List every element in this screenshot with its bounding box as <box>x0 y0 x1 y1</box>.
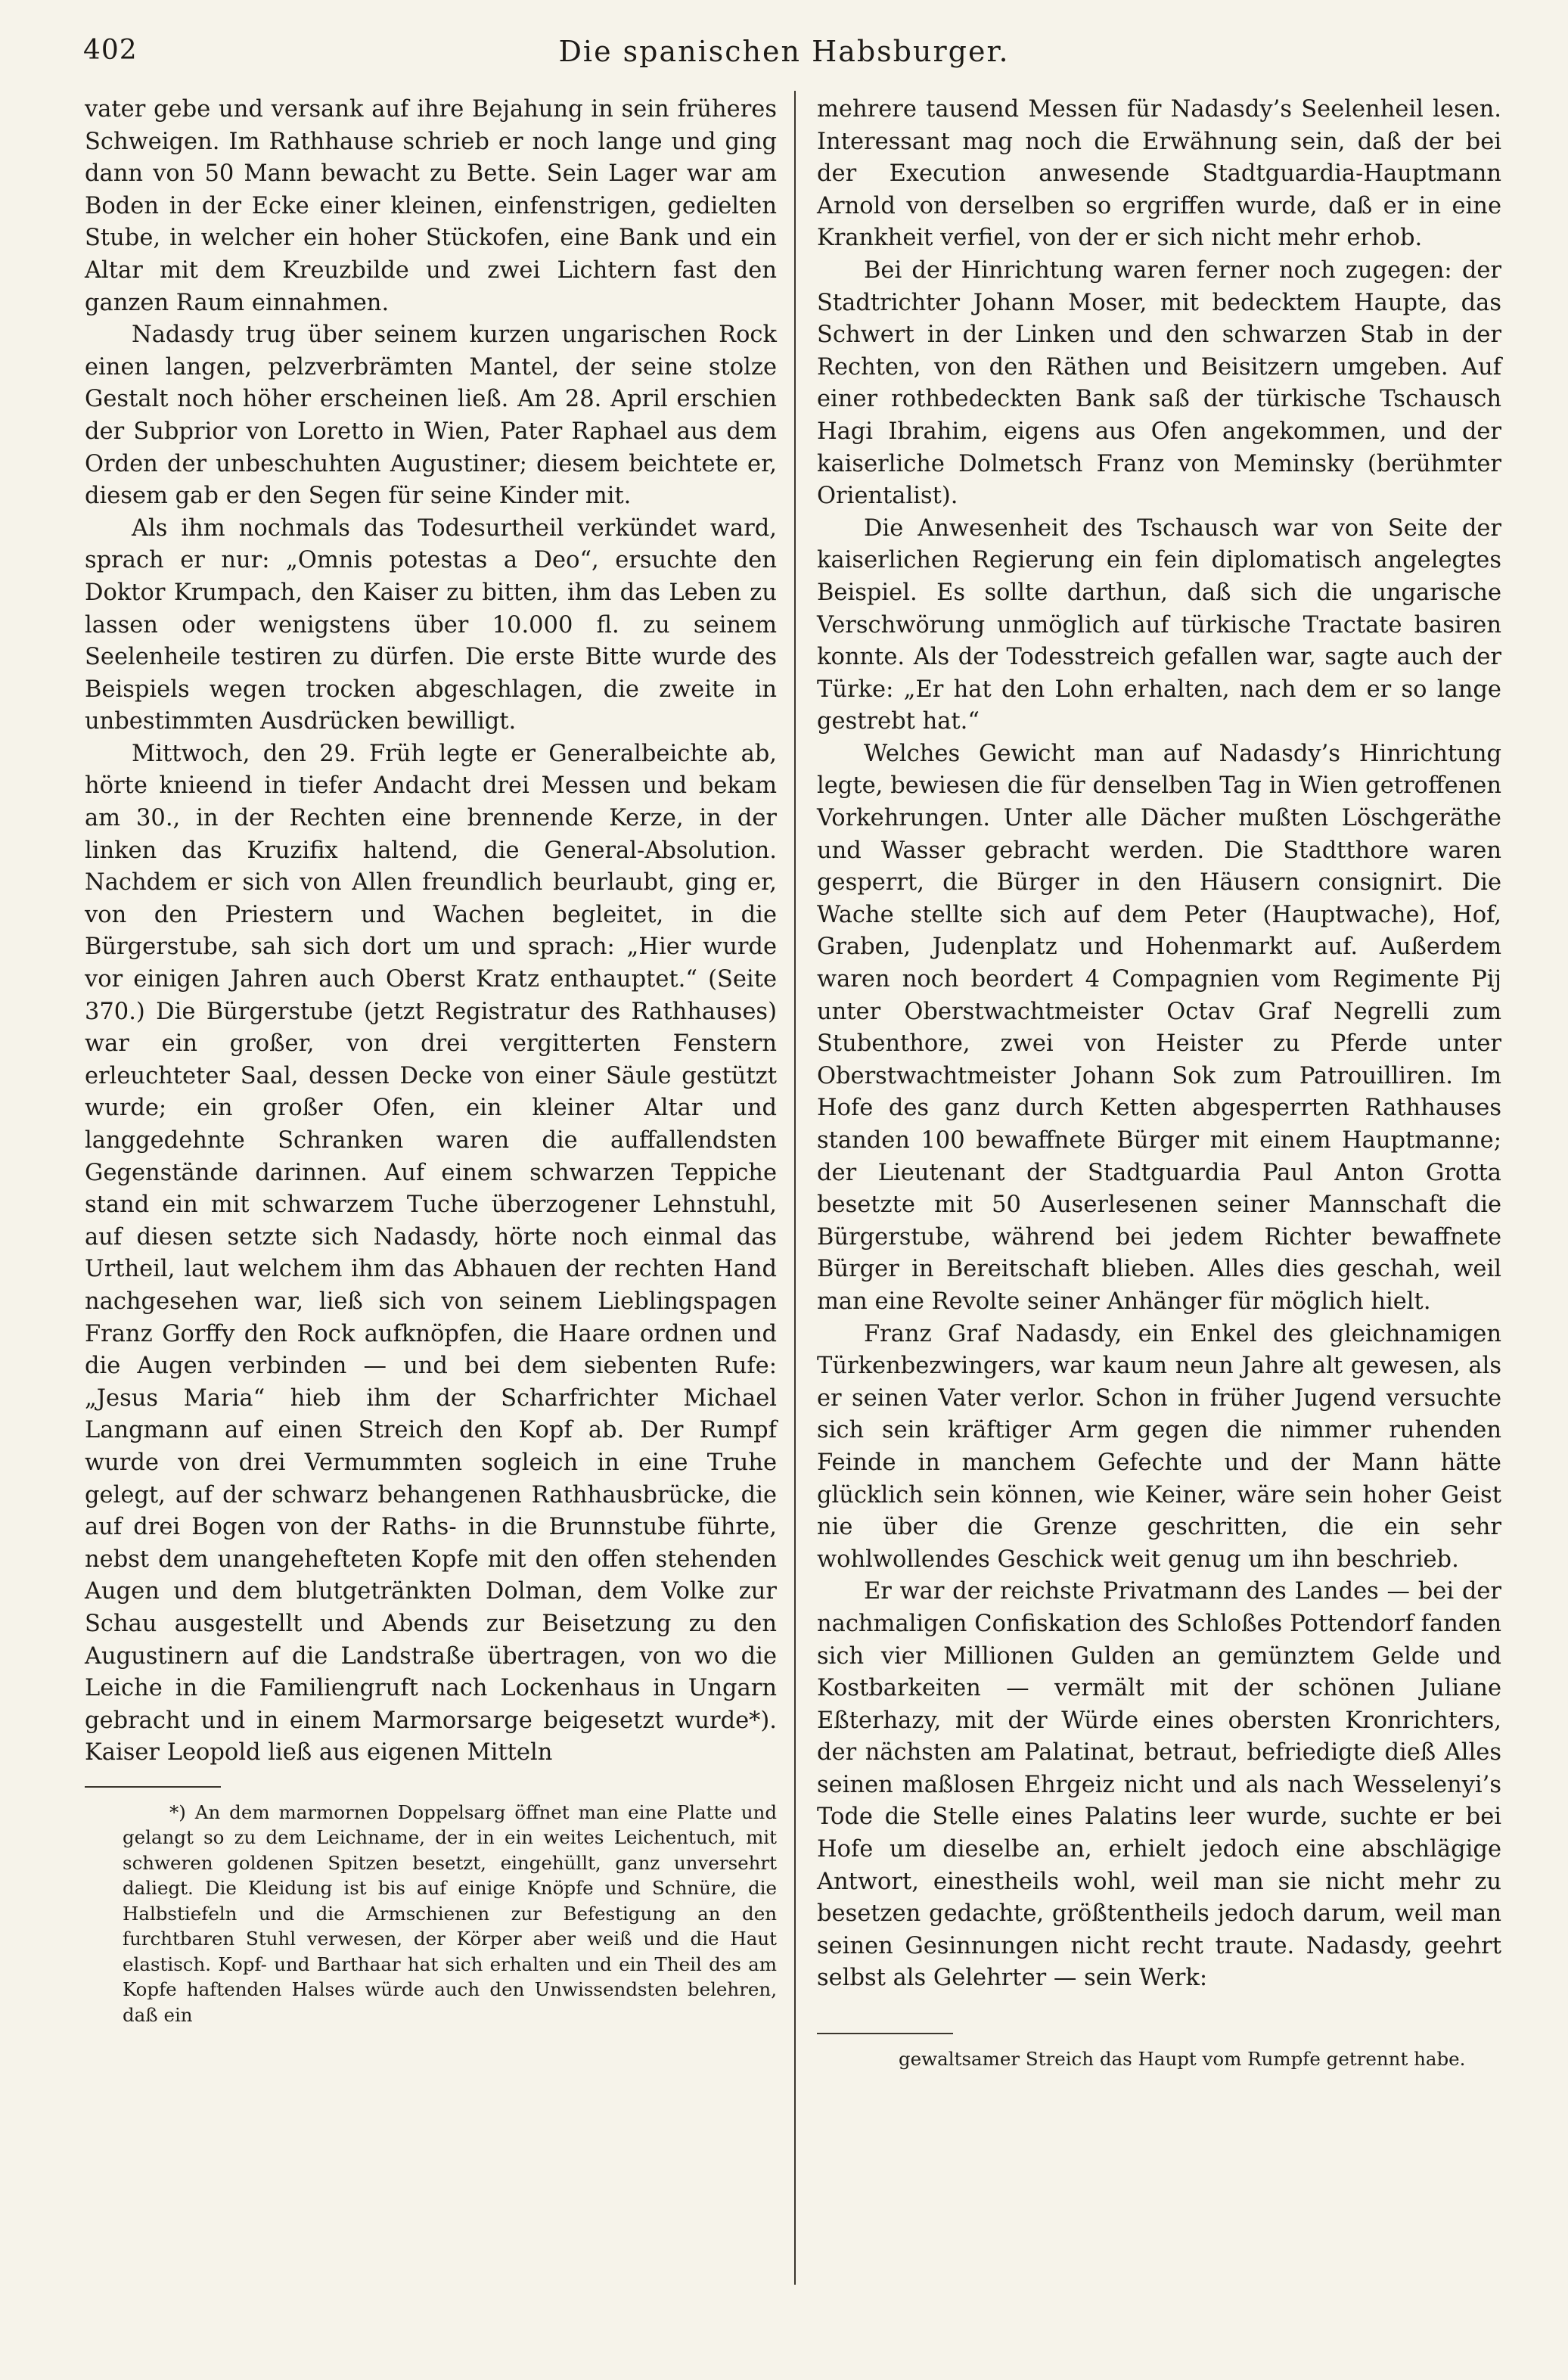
paragraph: vater gebe und versank auf ihre Bejahung in sein früheres Schweigen. Im Rathhause schrieb er noch lange und ging dann von 50 Mann bewacht zu Bette. Sein Lager war am Boden in der Ecke einer kleinen, einfenstrigen, gedielten Stube, in welcher ein hoher Stückofen, eine Bank und ein Altar mit dem Kreuzbilde und zwei Lichtern fast den ganzen Raum einnahmen. <box>85 96 777 316</box>
paragraph: Er war der reichste Privatmann des Landes — bei der nachmaligen Confiskation des Schloßes Pottendorf fanden sich vier Millionen Gulden an gemünztem Gelde und Kostbarkeiten — vermält mit der schönen Juliane Eßterhazy, mit der Würde eines obersten Kronrichters, der nächsten am Palatinat, betraut, befriedigte dieß Alles seinen maßlosen Ehrgeiz nicht und als nach Wesselenyi’s Tode die Stelle eines Palatins leer wurde, suchte er bei Hofe um dieselbe an, erhielt jedoch eine abschlägige Antwort, einestheils wohl, weil man sie nicht mehr zu besetzen gedachte, größtentheils jedoch darum, weil man seinen Gesinnungen nicht recht traute. Nadasdy, geehrt selbst als Gelehrter — sein Werk: <box>817 1578 1501 1992</box>
paragraph: Nadasdy trug über seinem kurzen ungarischen Rock einen langen, pelzverbrämten Mantel, der seine stolze Gestalt noch höher erscheinen ließ. Am 28. April erschien der Subprior von Loretto in Wien, Pater Raphael aus dem Orden der unbeschuhten Augustiner; diesem beichtete er, diesem gab er den Segen für seine Kinder mit. <box>85 322 777 510</box>
left-column <box>85 94 777 2027</box>
paragraph: Mittwoch, den 29. Früh legte er Generalbeichte ab, hörte knieend in tiefer Andacht drei Messen und bekam am 30., in der Rechten eine brennende Kerze, in der linken das Kruzifix haltend, die General-Absolution. Nachdem er sich von Allen freundlich beurlaubt, ging er, von den Priestern und Wachen begleitet, in die Bürgerstube, sah sich dort um und sprach: „Hier wurde vor einigen Jahren auch Oberst Kratz enthauptet.“ (Seite 370.) Die Bürgerstube (jetzt Registratur des Rathhauses) war ein großer, von drei vergitterten Fenstern erleuchteter Saal, dessen Decke von einer Säule gestützt wurde; ein großer Ofen, ein kleiner Altar und langgedehnte Schranken waren die auffallendsten Gegenstände darinnen. Auf einem schwarzen Teppiche stand ein mit schwarzem Tuche überzogener Lehnstuhl, auf diesen setzte sich Nadasdy, hörte noch einmal das Urtheil, laut welchem ihm das Abhauen der rechten Hand nachgesehen war, ließ sich von seinem Lieblingspagen Franz Gorffy den Rock aufknöpfen, die Haare ordnen und die Augen verbinden — und bei dem siebenten Rufe: „Jesus Maria“ hieb ihm der Scharfrichter Michael Langmann auf einen Streich den Kopf ab. Der Rumpf wurde von drei Vermummten sogleich in eine Truhe gelegt, auf der schwarz behangenen Rathhausbrücke, die auf drei Bogen von der Raths- in die Brunnstube führte, nebst dem unangehefteten Kopfe mit den offen stehenden Augen und dem blutgetränkten Dolman, dem Volke zur Schau ausgestellt und Abends zur Beisetzung zu den Augustinern auf die Landstraße übertragen, von wo die Leiche in die Familiengruft nach Lockenhaus in Ungarn gebracht und in einem Marmorsarge beigesetzt wurde*). Kaiser Leopold ließ aus eigenen Mitteln <box>85 740 777 1766</box>
paragraph: mehrere tausend Messen für Nadasdy’s Seelenheil lesen. Interessant mag noch die Erwähnung sein, daß der bei der Execution anwesende Stadtguardia-Hauptmann Arnold von derselben so ergriffen wurde, daß er in eine Krankheit verfiel, von der er sich nicht mehr erhob. <box>817 96 1501 252</box>
right-column <box>817 94 1501 2072</box>
page-number: 402 <box>83 35 138 66</box>
running-title: Die spanischen Habsburger. <box>558 35 1010 68</box>
footnote-rule <box>817 2033 953 2034</box>
paragraph: Die Anwesenheit des Tschausch war von Seite der kaiserlichen Regierung ein fein diplomatisch angelegtes Beispiel. Es sollte darthun, daß sich die ungarische Verschwörung unmöglich auf türkische Tractate basiren konnte. Als der Todesstreich gefallen war, sagte auch der Türke: „Er hat den Lohn erhalten, nach dem er so lange gestrebt hat.“ <box>817 514 1501 735</box>
footnote-rule <box>85 1786 221 1788</box>
column-divider <box>794 91 796 2285</box>
paragraph: Welches Gewicht man auf Nadasdy’s Hinrichtung legte, bewiesen die für denselben Tag in Wien getroffenen Vorkehrungen. Unter alle Dächer mußten Löschgeräthe und Wasser gebracht werden. Die Stadtthore waren gesperrt, die Bürger in den Häusern consignirt. Die Wache stellte sich auf dem Peter (Hauptwache), Hof, Graben, Judenplatz und Hohenmarkt auf. Außerdem waren noch beordert 4 Compagnien vom Regimente Pij unter Oberstwachtmeister Octav Graf Negrelli zum Stubenthore, zwei von Heister zu Pferde unter Oberstwachtmeister Johann Sok zum Patrouilliren. Im Hofe des ganz durch Ketten abgesperrten Rathhauses standen 100 bewaffnete Bürger mit einem Hauptmanne; der Lieutenant der Stadtguardia Paul Anton Grotta besetzte mit 50 Auserlesenen seiner Mannschaft die Bürgerstube, während bei jedem Richter bewaffnete Bürger in Bereitschaft blieben. Alles dies geschah, weil man eine Revolte seiner Anhänger für möglich hielt. <box>817 740 1501 1315</box>
paragraph: Bei der Hinrichtung waren ferner noch zugegen: der Stadtrichter Johann Moser, mit bedecktem Haupte, das Schwert in der Linken und den schwarzen Stab in der Rechten, von den Räthen und Beisitzern umgeben. Auf einer rothbedeckten Bank saß der türkische Tschausch Hagi Ibrahim, eigens aus Ofen angekommen, und der kaiserliche Dolmetsch Franz von Meminsky (berühmter Orientalist). <box>817 256 1501 510</box>
footnote: *) An dem marmornen Doppelsarg öffnet man eine Platte und gelangt so zu dem Leichname, der in ein weites Leichentuch, mit schweren goldenen Spitzen besetzt, eingehüllt, ganz unversehrt daliegt. Die Kleidung ist bis auf einige Knöpfe und Schnüre, die Halbstiefeln und die Armschienen zur Befestigung an den furchtbaren Stuhl verwesen, der Körper aber weiß und die Haut elastisch. Kopf- und Barthaar hat sich erhalten und ein Theil des am Kopfe haftenden Halses würde auch den Unwissendsten belehren, daß ein <box>123 1801 777 2026</box>
footnote-continuation: gewaltsamer Streich das Haupt vom Rumpfe getrennt habe. <box>899 2048 1466 2071</box>
paragraph: Franz Graf Nadasdy, ein Enkel des gleichnamigen Türkenbezwingers, war kaum neun Jahre alt gewesen, als er seinen Vater verlor. Schon in früher Jugend versuchte sich sein kräftiger Arm gegen die nimmer ruhenden Feinde in manchem Gefechte und der Mann hätte glücklich sein können, wie Keiner, wäre sein hoher Geist nie über die Grenze geschritten, die ein sehr wohlwollendes Geschick weit genug um ihn beschrieb. <box>817 1320 1501 1573</box>
page-header <box>83 35 1485 80</box>
paragraph: Als ihm nochmals das Todesurtheil verkündet ward, sprach er nur: „Omnis potestas a Deo“, ersuchte den Doktor Krumpach, den Kaiser zu bitten, ihm das Leben zu lassen oder wenigstens über 10.000 fl. zu seinem Seelenheile testiren zu dürfen. Die erste Bitte wurde des Beispiels wegen trocken abgeschlagen, die zweite in unbestimmten Ausdrücken bewilligt. <box>85 514 777 735</box>
